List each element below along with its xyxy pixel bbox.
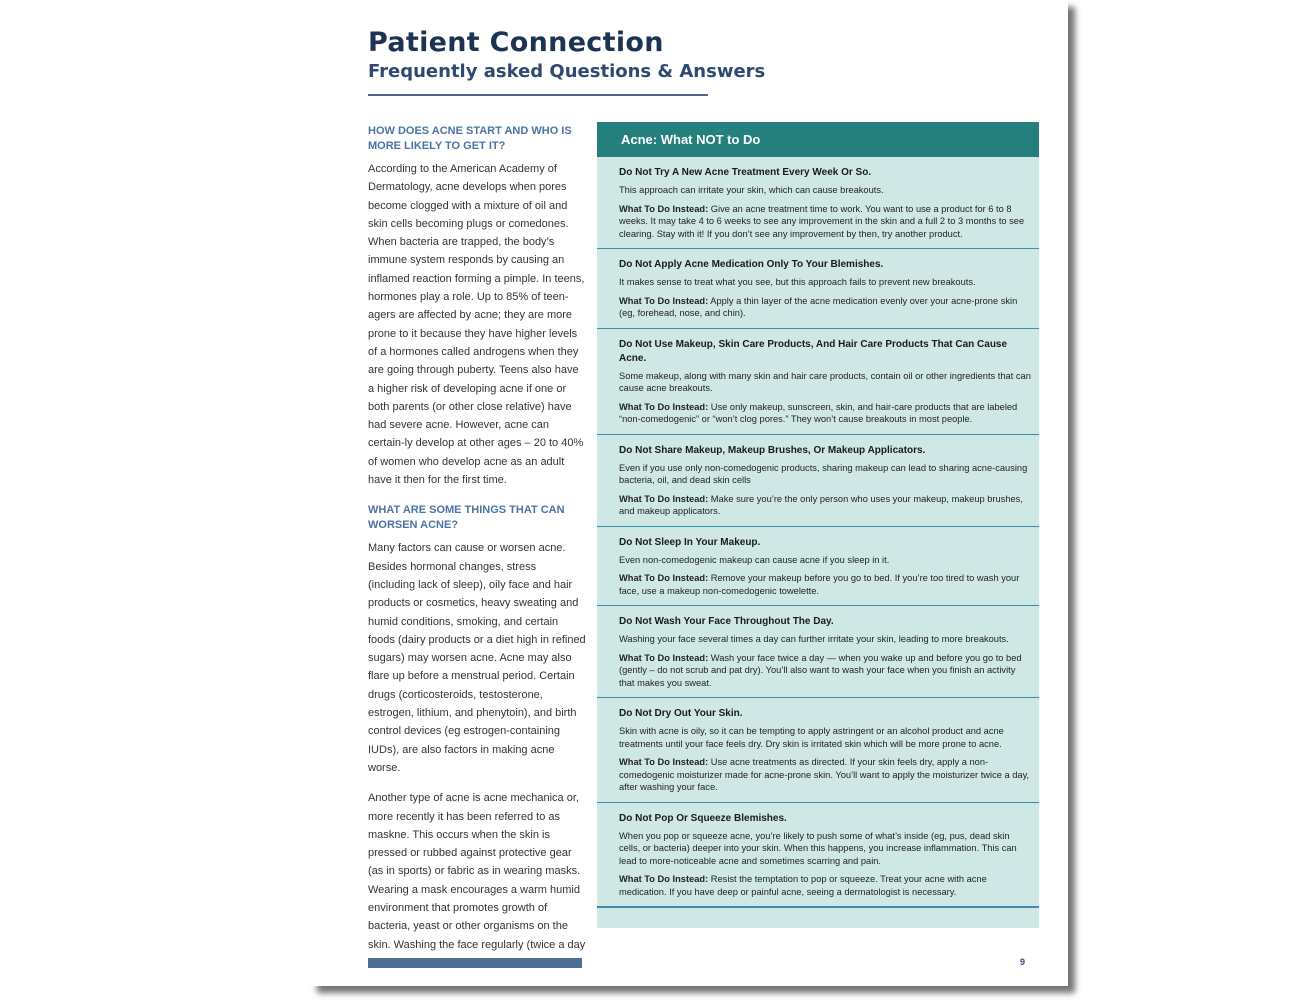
instead-label: What To Do Instead:: [619, 573, 709, 583]
item-instead: [619, 401, 1031, 426]
instead-text: Resist the temptation to pop or squeeze. Treat your acne with acne medication. If you have deep or painful acne, seeing a dermatologist is necessary.: [619, 874, 987, 897]
list-item: [597, 435, 1039, 527]
faq-answer-3: Another type of acne is acne mechanica or, more recently it has been referred to as maskne. This occurs when the skin is pressed or rubbed against protective gear (as in sports) or fabric as in wearing masks. Wearing a mask encourages a warm humid environment that promotes growth of bacteria, yeast or other organisms on the skin. Washing the face regularly (twice a day: [368, 792, 586, 951]
item-title: Do Not Wash Your Face Throughout The Day.: [619, 616, 834, 627]
item-title: Do Not Share Makeup, Makeup Brushes, Or Makeup Applicators.: [619, 444, 926, 456]
instead-label: What To Do Instead:: [619, 493, 709, 504]
faq-column: [368, 124, 586, 966]
list-item: [597, 157, 1039, 249]
document-page: [310, 0, 1068, 986]
page-subtitle: Frequently asked Questions & Answers: [368, 61, 766, 82]
item-instead: [619, 652, 1031, 690]
page-number: 9: [1020, 957, 1026, 967]
item-title: Do Not Use Makeup, Skin Care Products, And Hair Care Products That Can Cause Acne.: [619, 338, 1008, 364]
instead-text: Apply a thin layer of the acne medication evenly over your acne-prone skin (eg, forehead, nose, and chin).: [619, 295, 1018, 318]
list-item: [597, 329, 1039, 435]
item-instead: [619, 572, 1031, 597]
list-item: [597, 606, 1039, 698]
list-item: [597, 803, 1039, 909]
page-title: Patient Connection: [368, 27, 664, 58]
item-title: Do Not Dry Out Your Skin.: [619, 708, 743, 719]
faq-question-2: WHAT ARE SOME THINGS THAT CAN WORSEN ACNE?: [368, 504, 565, 532]
item-text: Skin with acne is oily, so it can be tempting to apply astringent or an alcohol product and acne treatments until your face feels dry. Dry skin is irritated skin which will be more prone to acne.: [619, 726, 1004, 749]
item-text: Even if you use only non-comedogenic products, sharing makeup can lead to sharing acne-causing bacteria, oil, and dead skin cells: [619, 462, 1028, 485]
instead-text: Use acne treatments as directed. If your skin feels dry, apply a non-comedogenic moisturizer made for acne-prone skin. You’ll want to apply the moisturizer twice a day, after washing your face.: [619, 757, 1030, 792]
item-text: Some makeup, along with many skin and hair care products, contain oil or other ingredients that can cause acne breakouts.: [619, 370, 1031, 393]
instead-label: What To Do Instead:: [619, 874, 709, 884]
instead-label: What To Do Instead:: [619, 652, 709, 663]
instead-label: What To Do Instead:: [619, 401, 709, 412]
item-instead: [619, 203, 1031, 241]
faq-question-1: HOW DOES ACNE START AND WHO IS MORE LIKELY TO GET IT?: [368, 125, 572, 152]
list-item: [597, 249, 1039, 329]
title-divider: [368, 94, 708, 96]
instead-label: What To Do Instead:: [619, 757, 709, 767]
item-text: It makes sense to treat what you see, but this approach fails to prevent new breakouts.: [619, 277, 976, 287]
item-text: Even non-comedogenic makeup can cause acne if you sleep in it.: [619, 554, 890, 565]
item-instead: [619, 493, 1031, 518]
item-title: Do Not Try A New Acne Treatment Every Week Or So.: [619, 167, 872, 178]
instead-text: Use only makeup, sunscreen, skin, and hair-care products that are labeled “non-comedogenic” or “won’t clog pores.” They won’t cause breakouts in most people.: [619, 401, 1018, 424]
title-block: [368, 26, 765, 84]
instead-text: Remove your makeup before you go to bed. If you’re too tired to wash your face, use a makeup non-comedogenic towelette.: [619, 573, 1020, 596]
instead-text: Wash your face twice a day — when you wake up and before you go to bed (gently – do not scrub and pat dry). You’ll also want to wash your face when you finish an activity that makes you sweat.: [619, 652, 1022, 688]
instead-text: Give an acne treatment time to work. You want to use a product for 6 to 8 weeks. It may take 4 to 6 weeks to see any improvement in the skin and a full 2 to 3 months to see clearing. Stay with it! If you don’t see any improvement by then, try another product.: [619, 203, 1025, 239]
instead-text: Make sure you’re the only person who uses your makeup, makeup brushes, and makeup applicators.: [619, 493, 1023, 516]
acne-dont-box: [597, 122, 1039, 928]
item-title: Do Not Apply Acne Medication Only To Your Blemishes.: [619, 259, 884, 270]
instead-label: What To Do Instead:: [619, 295, 709, 306]
faq-answer-1: According to the American Academy of Dermatology, acne develops when pores become clogged with a mixture of oil and skin cells becoming plugs or comedones. When bacteria are trapped, the body’s immune system responds by causing an inflamed reaction forming a pimple. In teens, hormones play a role. Up to 85% of teen-agers are affected by acne; they are more prone to it because they have higher levels of a hormones called androgens when they are going through puberty. Teens also have a higher risk of developing acne if one or both parents (or other close relative) have had severe acne. However, acne can certain-ly develop at other ages – 20 to 40% of women who develop acne as an adult have it then for the first time.: [368, 163, 585, 487]
footer-bar: [368, 958, 582, 968]
faq-answer-2: Many factors can cause or worsen acne. Besides hormonal changes, stress (including lack of sleep), oily face and hair products or cosmetics, heavy sweating and humid conditions, smoking, and certain foods (dairy products or a diet high in refined sugars) may worsen acne. Acne may also flare up before a menstrual period. Certain drugs (corticosteroids, testosterone, estrogen, lithium, and phenytoin), and birth control devices (eg estrogen-containing IUDs), are also factors in making acne worse.: [368, 542, 586, 774]
item-instead: [619, 756, 1031, 794]
instead-label: What To Do Instead:: [619, 203, 709, 214]
list-item: [597, 527, 1039, 607]
item-text: Washing your face several times a day can further irritate your skin, leading to more breakouts.: [619, 634, 1009, 644]
item-title: Do Not Sleep In Your Makeup.: [619, 536, 761, 548]
item-instead: [619, 873, 1031, 898]
item-instead: [619, 295, 1031, 320]
item-title: Do Not Pop Or Squeeze Blemishes.: [619, 812, 787, 824]
item-text: This approach can irritate your skin, which can cause breakouts.: [619, 185, 884, 195]
item-text: When you pop or squeeze acne, you’re likely to push some of what’s inside (eg, pus, dead skin cells, or bacteria) deeper into your skin. When this happens, you increase inflammation. This can lead to more-noticeable acne and sometimes scarring and pain.: [619, 830, 1017, 866]
list-item: [597, 698, 1039, 803]
box-heading: Acne: What NOT to Do: [597, 122, 1039, 157]
